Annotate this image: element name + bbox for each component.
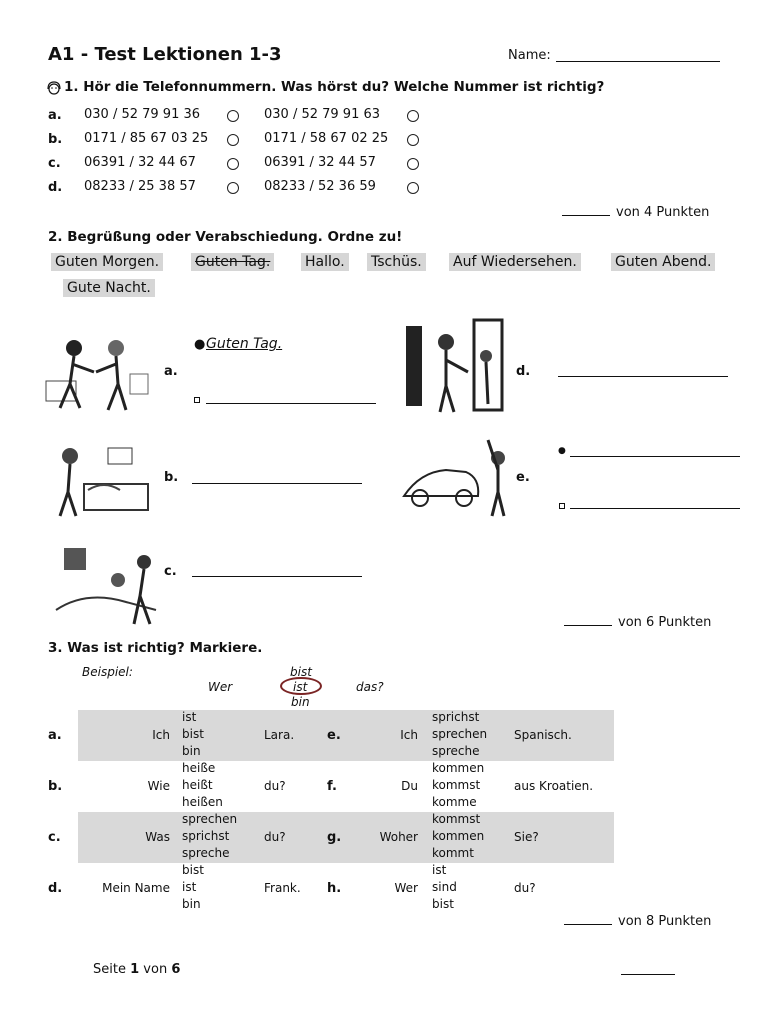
row-letter: e. xyxy=(327,728,341,743)
row-letter: g. xyxy=(327,830,342,845)
verb-option[interactable]: bist xyxy=(182,727,204,741)
picture-doorway xyxy=(404,316,504,416)
answer-line[interactable] xyxy=(558,376,728,377)
number-option: 0171 / 85 67 03 25 xyxy=(84,131,209,146)
subject-cell: Ich xyxy=(152,728,170,742)
score-line[interactable] xyxy=(564,625,612,626)
number-option: 08233 / 25 38 57 xyxy=(84,179,196,194)
bullet-icon: ● xyxy=(194,337,206,352)
picture-car-wave xyxy=(400,432,522,520)
verb-option[interactable]: sprichst xyxy=(182,829,230,843)
picture-label: d. xyxy=(516,364,531,379)
number-option: 06391 / 32 44 67 xyxy=(84,155,196,170)
verb-option[interactable]: spreche xyxy=(182,846,230,860)
radio-option[interactable] xyxy=(227,110,239,122)
verb-option[interactable]: kommen xyxy=(432,829,485,843)
verb-option[interactable]: ist xyxy=(182,710,197,724)
end-cell: Spanisch. xyxy=(514,728,572,742)
footer-line[interactable] xyxy=(621,974,675,975)
verb-option[interactable]: bist xyxy=(182,863,204,877)
example-option: bist xyxy=(290,665,312,679)
verb-option[interactable]: sind xyxy=(432,880,457,894)
section3-heading: 3. Was ist richtig? Markiere. xyxy=(48,640,263,656)
number-option: 0171 / 58 67 02 25 xyxy=(264,131,389,146)
end-cell: Sie? xyxy=(514,830,539,844)
phrase-chip-used: Guten Tag. xyxy=(191,253,274,271)
verb-option[interactable]: heißt xyxy=(182,778,213,792)
answer-line[interactable] xyxy=(570,508,740,509)
subject-cell: Du xyxy=(401,779,418,793)
verb-option[interactable]: heißen xyxy=(182,795,223,809)
answer-line[interactable] xyxy=(192,483,362,484)
verb-option[interactable]: bist xyxy=(432,897,454,911)
example-end: das? xyxy=(356,680,384,694)
verb-option[interactable]: bin xyxy=(182,897,201,911)
row-letter: b. xyxy=(48,779,63,794)
footer-seite: Seite xyxy=(93,962,126,977)
row-letter: b. xyxy=(48,132,63,147)
section2-score xyxy=(564,615,711,630)
row-letter: a. xyxy=(48,728,62,743)
score-line[interactable] xyxy=(562,215,610,216)
phrase-chip: Hallo. xyxy=(301,253,349,271)
phrase-chip: Auf Wiedersehen. xyxy=(449,253,581,271)
example-answer: Guten Tag. xyxy=(206,336,283,352)
score-label: von 4 Punkten xyxy=(616,205,710,220)
footer-page: 1 xyxy=(130,962,140,977)
bullet-icon: ● xyxy=(558,446,566,456)
row-letter: d. xyxy=(48,881,63,896)
end-cell: Lara. xyxy=(264,728,295,742)
answer-line[interactable] xyxy=(206,403,376,404)
phrase-chip: Guten Abend. xyxy=(611,253,715,271)
example-option-circled: ist xyxy=(293,680,308,694)
picture-goodnight xyxy=(46,540,168,628)
verb-option[interactable]: bin xyxy=(182,744,201,758)
reply-box-icon xyxy=(559,503,565,509)
footer-total: 6 xyxy=(171,962,181,977)
footer-von: von xyxy=(143,962,168,977)
subject-cell: Was xyxy=(145,830,170,844)
name-line[interactable] xyxy=(556,61,720,62)
end-cell: Frank. xyxy=(264,881,301,895)
page-footer xyxy=(93,962,180,977)
example-option: bin xyxy=(291,695,310,709)
picture-label: a. xyxy=(164,364,178,379)
radio-option[interactable] xyxy=(407,182,419,194)
section2-heading: 2. Begrüßung oder Verabschiedung. Ordne zu! xyxy=(48,229,403,245)
phrase-chip: Tschüs. xyxy=(367,253,426,271)
radio-option[interactable] xyxy=(227,158,239,170)
row-letter: h. xyxy=(327,881,342,896)
verb-option[interactable]: ist xyxy=(182,880,197,894)
subject-cell: Wie xyxy=(147,779,170,793)
end-cell: aus Kroatien. xyxy=(514,779,594,793)
verb-option[interactable]: kommst xyxy=(432,812,481,826)
verb-option[interactable]: sprichst xyxy=(432,710,480,724)
verb-option[interactable]: heiße xyxy=(182,761,216,775)
radio-option[interactable] xyxy=(227,182,239,194)
radio-option[interactable] xyxy=(407,158,419,170)
picture-label: c. xyxy=(164,564,177,579)
answer-line[interactable] xyxy=(192,576,362,577)
page-title: A1 - Test Lektionen 1-3 xyxy=(48,44,282,65)
subject-cell: Wer xyxy=(394,881,418,895)
verb-option[interactable]: sprechen xyxy=(182,812,238,826)
verb-option[interactable]: spreche xyxy=(432,744,480,758)
score-label: von 8 Punkten xyxy=(618,914,712,929)
headphones-face-icon xyxy=(46,80,62,99)
phrase-chip: Gute Nacht. xyxy=(63,279,155,297)
phrase-chip: Guten Morgen. xyxy=(51,253,163,271)
answer-line[interactable] xyxy=(570,456,740,457)
subject-cell: Mein Name xyxy=(102,881,170,895)
verb-option[interactable]: komme xyxy=(432,795,477,809)
subject-cell: Woher xyxy=(379,830,418,844)
radio-option[interactable] xyxy=(407,134,419,146)
row-letter: c. xyxy=(48,830,61,845)
end-cell: du? xyxy=(514,881,536,895)
verb-option[interactable]: kommt xyxy=(432,846,474,860)
name-label: Name: xyxy=(508,48,551,63)
row-letter: d. xyxy=(48,180,63,195)
number-option: 030 / 52 79 91 63 xyxy=(264,107,381,122)
section1-heading: 1. Hör die Telefonnummern. Was hörst du? Welche Nummer ist richtig? xyxy=(64,79,605,95)
row-letter: a. xyxy=(48,108,62,123)
radio-option[interactable] xyxy=(227,134,239,146)
score-label: von 6 Punkten xyxy=(618,615,712,630)
verb-option[interactable]: kommst xyxy=(432,778,481,792)
verb-option[interactable]: ist xyxy=(432,863,447,877)
example-label: Beispiel: xyxy=(82,665,133,679)
verb-option[interactable]: kommen xyxy=(432,761,485,775)
end-cell: du? xyxy=(264,830,286,844)
score-line[interactable] xyxy=(564,924,612,925)
picture-label: e. xyxy=(516,470,530,485)
number-option: 030 / 52 79 91 36 xyxy=(84,107,201,122)
picture-handshake xyxy=(44,326,154,416)
number-option: 08233 / 52 36 59 xyxy=(264,179,376,194)
picture-label: b. xyxy=(164,470,179,485)
radio-option[interactable] xyxy=(407,110,419,122)
number-option: 06391 / 32 44 57 xyxy=(264,155,376,170)
reply-box-icon xyxy=(194,397,200,403)
end-cell: du? xyxy=(264,779,286,793)
row-letter: c. xyxy=(48,156,61,171)
verb-option[interactable]: sprechen xyxy=(432,727,488,741)
section1-score xyxy=(562,205,709,220)
subject-cell: Ich xyxy=(400,728,418,742)
section3-score xyxy=(564,914,711,929)
example-subject: Wer xyxy=(208,680,233,694)
picture-bedroom xyxy=(44,440,156,520)
row-letter: f. xyxy=(327,779,337,794)
